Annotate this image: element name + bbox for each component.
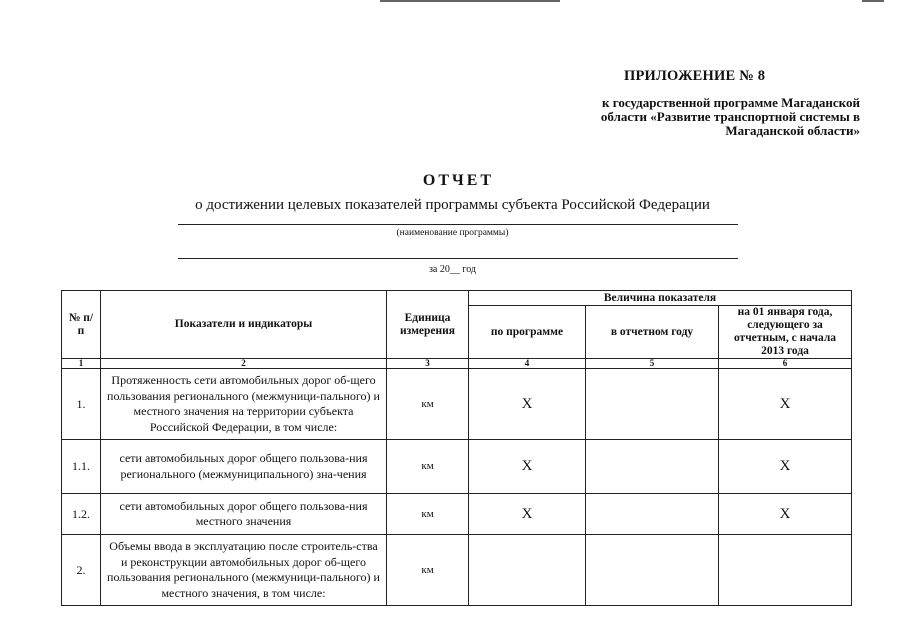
row-num: 1. bbox=[62, 369, 101, 440]
header-value-group: Величина показателя bbox=[469, 291, 852, 306]
row-as-of: Х bbox=[719, 494, 852, 535]
row-in-reporting-year bbox=[586, 440, 719, 494]
scan-artifact bbox=[380, 0, 560, 2]
row-unit: км bbox=[387, 369, 469, 440]
column-number: 2 bbox=[101, 359, 387, 369]
row-num: 1.2. bbox=[62, 494, 101, 535]
header-unit: Единица измерения bbox=[387, 291, 469, 359]
column-number: 3 bbox=[387, 359, 469, 369]
row-in-reporting-year bbox=[586, 494, 719, 535]
row-by-program: Х bbox=[469, 440, 586, 494]
row-in-reporting-year bbox=[586, 535, 719, 606]
row-unit: км bbox=[387, 535, 469, 606]
header-by-program: по программе bbox=[469, 306, 586, 359]
program-caption: (наименование программы) bbox=[396, 228, 509, 238]
header-in-reporting-year: в отчетном году bbox=[586, 306, 719, 359]
row-by-program: Х bbox=[469, 494, 586, 535]
row-indicator: Протяженность сети автомобильных дорог об-щего пользования регионального (межмуници-пального) и местного значения на территории субъекта Российской Федерации, в том числе: bbox=[101, 369, 387, 440]
row-by-program: Х bbox=[469, 369, 586, 440]
period-caption: за 20__ год bbox=[428, 264, 477, 275]
row-unit: км bbox=[387, 494, 469, 535]
column-number: 4 bbox=[469, 359, 586, 369]
row-indicator: Объемы ввода в эксплуатацию после строитель-ства и реконструкции автомобильных дорог об-щего пользования регионального (межмуници-пального) и местного значения, в том числе: bbox=[101, 535, 387, 606]
appendix-line: Магаданской области» bbox=[725, 123, 860, 138]
header-indicators: Показатели и индикаторы bbox=[101, 291, 387, 359]
row-in-reporting-year bbox=[586, 369, 719, 440]
row-as-of: Х bbox=[719, 440, 852, 494]
row-indicator: сети автомобильных дорог общего пользова-ния регионального (межмуниципального) зна-чения bbox=[101, 440, 387, 494]
column-number: 5 bbox=[586, 359, 719, 369]
column-number: 1 bbox=[62, 359, 101, 369]
row-indicator: сети автомобильных дорог общего пользова-ния местного значения bbox=[101, 494, 387, 535]
appendix-title: ПРИЛОЖЕНИЕ № 8 bbox=[624, 68, 766, 84]
appendix-line: области «Развитие транспортной системы в bbox=[600, 109, 860, 124]
scan-artifact bbox=[862, 0, 884, 2]
row-num: 1.1. bbox=[62, 440, 101, 494]
appendix-line: к государственной программе Магаданской bbox=[602, 95, 860, 110]
indicators-table bbox=[61, 290, 852, 606]
period-line bbox=[178, 258, 738, 259]
report-title: ОТЧЕТ bbox=[422, 172, 495, 189]
table-row bbox=[62, 369, 852, 440]
row-unit: км bbox=[387, 440, 469, 494]
table-row bbox=[62, 440, 852, 494]
table-row bbox=[62, 494, 852, 535]
header-num: № п/п bbox=[62, 291, 101, 359]
column-number: 6 bbox=[719, 359, 852, 369]
row-by-program bbox=[469, 535, 586, 606]
table-row bbox=[62, 535, 852, 606]
appendix-subtitle bbox=[520, 96, 860, 138]
row-num: 2. bbox=[62, 535, 101, 606]
program-name-line bbox=[178, 224, 738, 225]
report-subtitle: о достижении целевых показателей программы субъекта Российской Федерации bbox=[195, 197, 710, 213]
header-as-of: на 01 января года, следующего за отчетным, с начала 2013 года bbox=[719, 306, 852, 359]
row-as-of bbox=[719, 535, 852, 606]
row-as-of: Х bbox=[719, 369, 852, 440]
